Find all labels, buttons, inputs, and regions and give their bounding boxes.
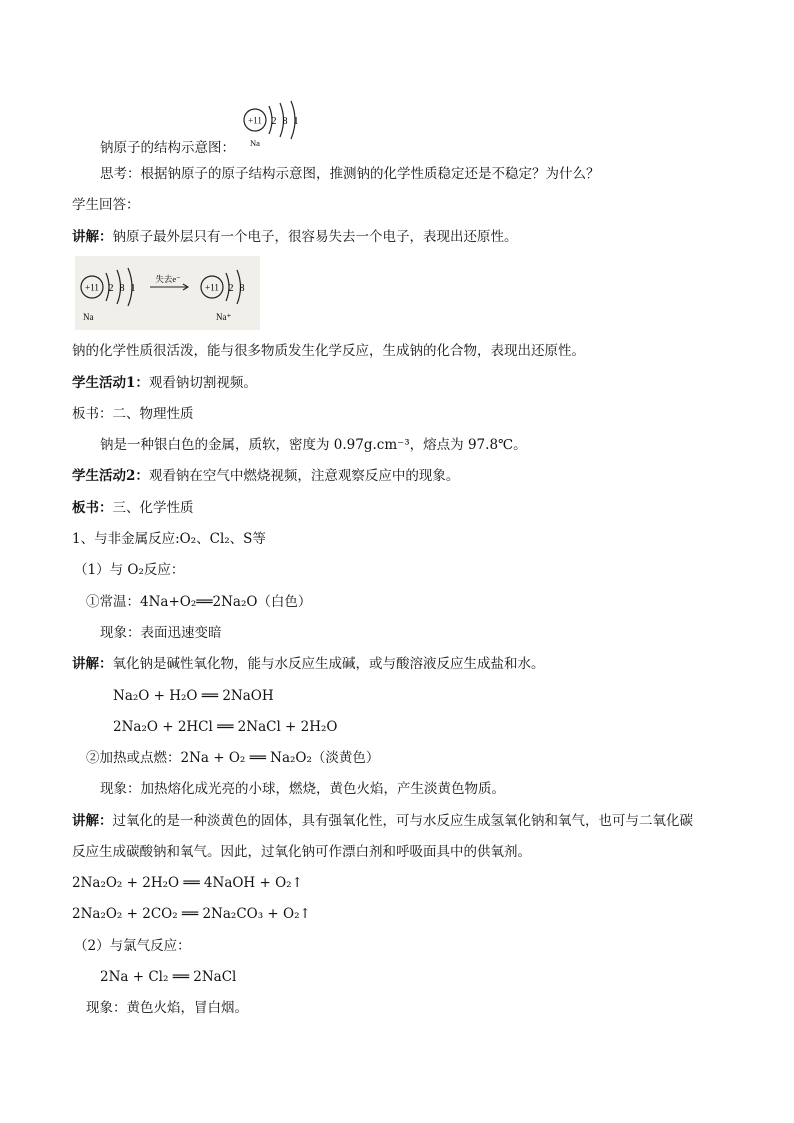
student-answer-label: 学生回答： (72, 197, 140, 213)
board-chemical-properties (72, 499, 194, 517)
explanation-text: 钠原子最外层只有一个电子，很容易失去一个电子，表现出还原性。 (112, 229, 518, 245)
equation-na2o2-co2: 2Na₂O₂ + 2CO₂ ══ 2Na₂CO₃ + O₂↑ (72, 906, 311, 922)
shell-3-count: 1 (293, 116, 299, 127)
reactivity-statement: 钠的化学性质很活泼，能与很多物质发生化学反应，生成钠的化合物，表现出还原性。 (72, 343, 585, 359)
explanation-2-text: 氧化钠是碱性氧化物，能与水反应生成碱，或与酸溶液反应生成盐和水。 (112, 656, 545, 672)
right-symbol: Na⁺ (216, 312, 232, 322)
oxygen-reaction-heading: （1）与 O₂反应： (74, 562, 185, 578)
activity-1-label: 学生活动1： (72, 375, 149, 391)
phenomenon-burning: 现象：加热熔化成光亮的小球，燃烧，黄色火焰，产生淡黄色物质。 (100, 781, 505, 797)
equation-na2o-water: Na₂O + H₂O ══ 2NaOH (113, 688, 274, 704)
electron-loss-diagram (75, 256, 260, 330)
right-shell-2: 8 (239, 283, 245, 294)
physical-properties-text: 钠是一种银白色的金属，质软，密度为 0.97g.cm⁻³，熔点为 97.8℃。 (100, 437, 527, 453)
nonmetal-reactions-heading: 1、与非金属反应:O₂、Cl₂、S等 (72, 531, 266, 547)
sodium-atom-diagram (238, 98, 308, 150)
left-shell-3: 1 (130, 283, 136, 294)
explanation-3-text: 过氧化的是一种淡黄色的固体，具有强氧化性，可与水反应生成氢氧化钠和氧气，也可与二氧化碳 (112, 813, 693, 829)
student-activity-2 (72, 467, 459, 485)
explanation-3-continued: 反应生成碳酸钠和氧气。因此，过氧化钠可作漂白剂和呼吸面具中的供氧剂。 (72, 844, 531, 860)
board-physical-properties: 板书：二、物理性质 (72, 406, 194, 422)
explanation-label: 讲解： (72, 229, 113, 245)
structure-diagram-caption: 钠原子的结构示意图： (100, 140, 235, 156)
explanation-3 (72, 812, 693, 830)
explanation-1 (72, 228, 518, 246)
right-shell-1: 2 (228, 283, 234, 294)
equation-na-cl2: 2Na + Cl₂ ══ 2NaCl (100, 969, 237, 985)
arrow-label: 失去e⁻ (155, 274, 181, 284)
phenomenon-darken: 现象：表面迅速变暗 (100, 625, 222, 641)
element-symbol: Na (250, 138, 260, 148)
right-nucleus-charge: +11 (205, 282, 219, 293)
explanation-2-label: 讲解： (72, 656, 113, 672)
student-activity-1 (72, 374, 257, 392)
explanation-2 (72, 655, 545, 673)
explanation-3-label: 讲解： (72, 813, 113, 829)
activity-2-label: 学生活动2： (72, 468, 149, 484)
left-symbol: Na (83, 312, 94, 322)
chlorine-reaction-heading: （2）与氯气反应： (74, 938, 191, 954)
nucleus-charge: +11 (248, 115, 262, 126)
left-nucleus-charge: +11 (85, 282, 99, 293)
shell-1-count: 2 (271, 116, 277, 127)
activity-2-text: 观看钠在空气中燃烧视频，注意观察反应中的现象。 (148, 468, 460, 484)
room-temp-equation: ①常温：4Na+O₂══2Na₂O（白色） (86, 594, 312, 610)
board-text: 三、化学性质 (112, 500, 194, 516)
board-label: 板书： (72, 500, 113, 516)
think-question: 思考：根据钠原子的原子结构示意图，推测钠的化学性质稳定还是不稳定？为什么？ (100, 166, 600, 182)
shell-2-count: 8 (282, 116, 288, 127)
activity-1-text: 观看钠切割视频。 (148, 375, 257, 391)
heating-equation: ②加热或点燃：2Na + O₂ ══ Na₂O₂（淡黄色） (86, 750, 380, 766)
left-shell-2: 8 (119, 283, 125, 294)
left-shell-1: 2 (108, 283, 114, 294)
equation-na2o2-water: 2Na₂O₂ + 2H₂O ══ 4NaOH + O₂↑ (72, 875, 303, 891)
equation-na2o-hcl: 2Na₂O + 2HCl ══ 2NaCl + 2H₂O (113, 719, 338, 735)
phenomenon-chlorine: 现象：黄色火焰，冒白烟。 (86, 1000, 248, 1016)
